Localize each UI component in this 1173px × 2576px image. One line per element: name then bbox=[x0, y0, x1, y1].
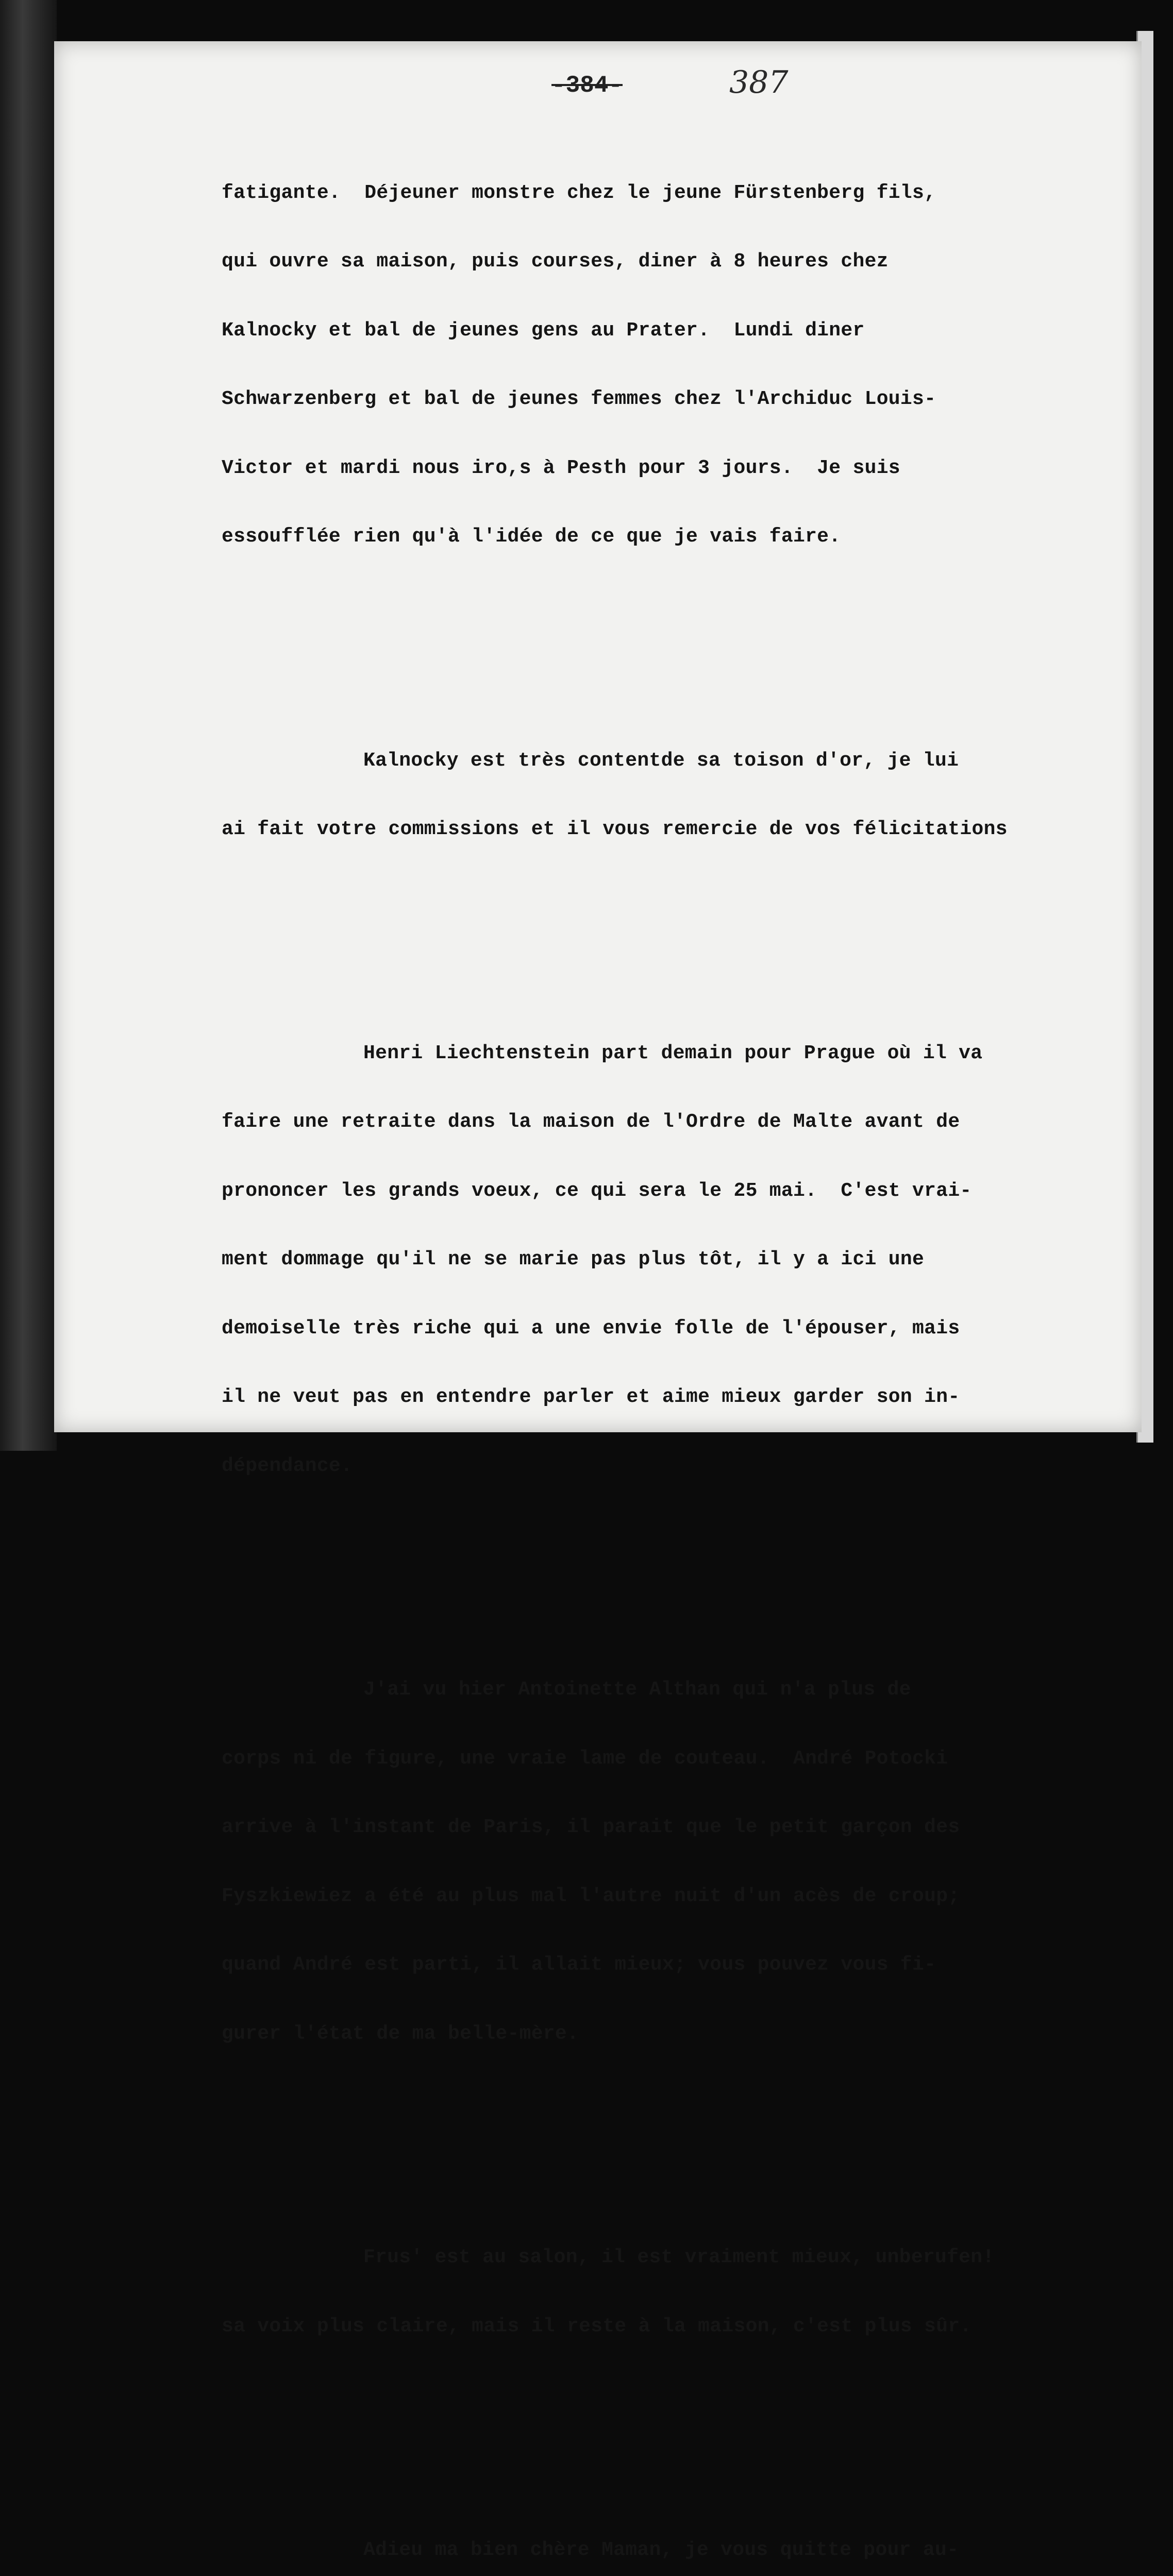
text-line: J'ai vu hier Antoinette Althan qui n'a plus de bbox=[363, 1679, 911, 1701]
text-line: arrive à l'instant de Paris, il parait que le petit garçon des bbox=[222, 1816, 960, 1838]
letter-body bbox=[222, 67, 1098, 2576]
text-line: Frus' est au salon, il est vraiment mieux, unberufen! bbox=[363, 2246, 995, 2268]
text-line: quand André est parti, il allait mieux; vous pouvez vous fi- bbox=[222, 1954, 936, 1976]
text-line: demoiselle très riche qui a une envie folle de l'épouser, mais bbox=[222, 1317, 960, 1340]
text-line: il ne veut pas en entendre parler et aime mieux garder son in- bbox=[222, 1386, 960, 1408]
text-line: qui ouvre sa maison, puis courses, diner à 8 heures chez bbox=[222, 250, 889, 273]
scan-background-edge bbox=[0, 0, 57, 1451]
text-line: Victor et mardi nous iro,s à Pesth pour 3 jours. Je suis bbox=[222, 456, 900, 479]
text-line: corps ni de figure, une vraie lame de couteau. André Potocki bbox=[222, 1747, 948, 1770]
text-line: gurer l'état de ma belle-mère. bbox=[222, 2022, 579, 2045]
letter1-paragraph-1 bbox=[222, 136, 1098, 595]
text-line: faire une retraite dans la maison de l'Ordre de Malte avant de bbox=[222, 1111, 960, 1133]
letter1-paragraph-6 bbox=[222, 2493, 1098, 2576]
text-line: fatigante. Déjeuner monstre chez le jeune Fürstenberg fils, bbox=[222, 181, 936, 204]
letter1-paragraph-2 bbox=[222, 704, 1098, 887]
text-line: Adieu ma bien chère Maman, je vous quitte pour au- bbox=[363, 2539, 959, 2561]
text-line: Schwarzenberg et bal de jeunes femmes chez l'Archiduc Louis- bbox=[222, 388, 936, 410]
text-line: ment dommage qu'il ne se marie pas plus tôt, il y a ici une bbox=[222, 1248, 925, 1270]
text-line: essoufflée rien qu'à l'idée de ce que je vais faire. bbox=[222, 526, 841, 548]
handwritten-page-number: 387 bbox=[729, 64, 789, 100]
letter1-paragraph-4 bbox=[222, 1633, 1098, 2091]
letter1-paragraph-5 bbox=[222, 2200, 1098, 2384]
text-line: ai fait votre commissions et il vous remercie de vos félicitations bbox=[222, 818, 1008, 840]
text-line: dépendance. bbox=[222, 1454, 353, 1477]
text-line: prononcer les grands voeux, ce qui sera le 25 mai. C'est vrai- bbox=[222, 1179, 972, 1202]
text-line: Kalnocky et bal de jeunes gens au Prater. Lundi diner bbox=[222, 319, 865, 342]
text-line: Henri Liechtenstein part demain pour Prague où il va bbox=[363, 1042, 983, 1064]
text-line: Fyszkiewiez a été au plus mal l'autre nuit d'un acès de croup; bbox=[222, 1885, 960, 1907]
letter1-paragraph-3 bbox=[222, 996, 1098, 1524]
typed-page-number: -384- bbox=[551, 72, 623, 99]
text-line: Kalnocky est très contentde sa toison d'or, je lui bbox=[363, 749, 959, 772]
text-line: sa voix plus claire, mais il reste à la maison, c'est plus sûr. bbox=[222, 2315, 972, 2337]
